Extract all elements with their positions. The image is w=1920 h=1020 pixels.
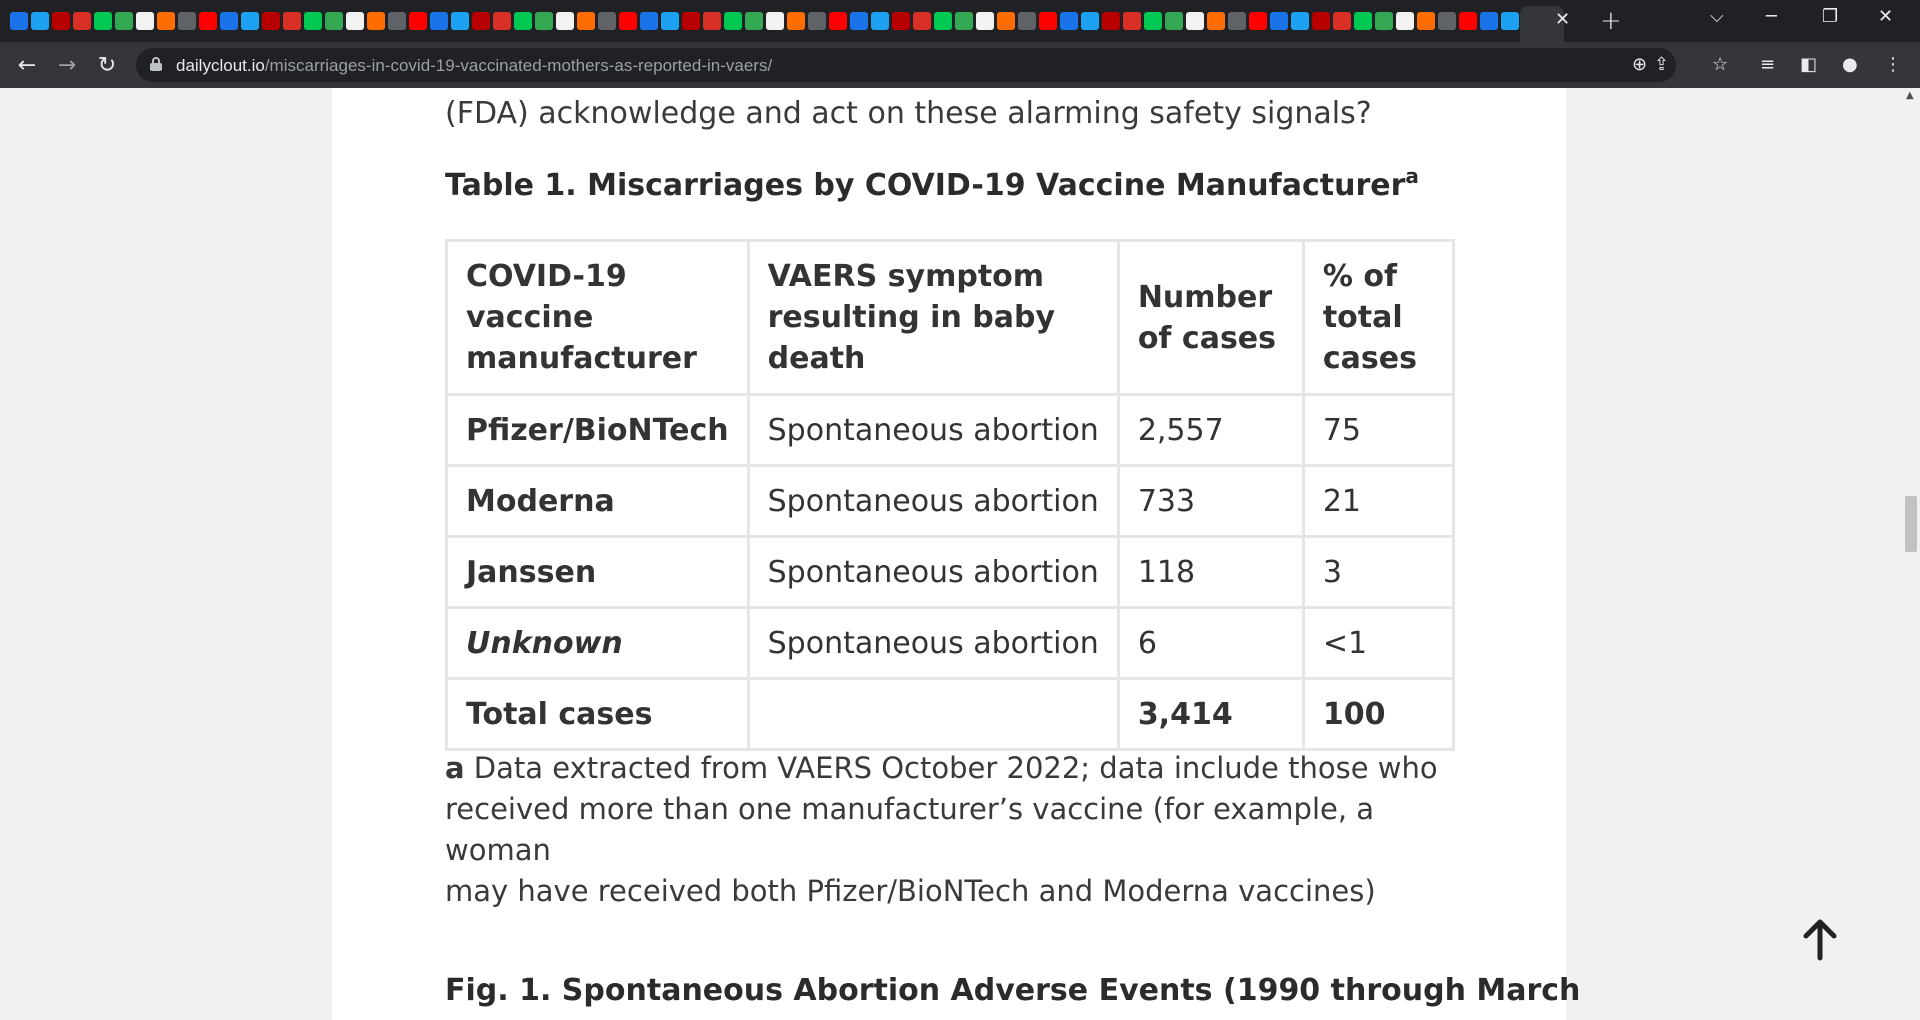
- header-line: manufacturer: [466, 341, 697, 376]
- table-row: [447, 537, 1454, 608]
- scroll-thumb[interactable]: [1905, 496, 1917, 552]
- cell-manufacturer: Moderna: [447, 466, 749, 537]
- side-panel-icon[interactable]: ◧: [1800, 54, 1818, 75]
- header-line: COVID-19: [466, 259, 627, 294]
- cell-percent: 3: [1303, 537, 1453, 608]
- tab-favicon-icon[interactable]: [157, 12, 175, 30]
- table-row: [447, 466, 1454, 537]
- tab-favicon-icon[interactable]: [1165, 12, 1183, 30]
- tab-favicon-icon[interactable]: [115, 12, 133, 30]
- tab-favicon-icon[interactable]: [1018, 12, 1036, 30]
- tab-favicon-icon[interactable]: [808, 12, 826, 30]
- tab-favicon-icon[interactable]: [430, 12, 448, 30]
- profile-icon[interactable]: ●: [1842, 54, 1858, 75]
- tab-favicon-icon[interactable]: [1354, 12, 1372, 30]
- tab-favicon-icon[interactable]: [829, 12, 847, 30]
- header-line: Number: [1137, 279, 1273, 315]
- cell-manufacturer: Janssen: [447, 537, 749, 608]
- header-symptom: [748, 241, 1118, 395]
- menu-icon[interactable]: ⋮: [1884, 54, 1902, 75]
- tab-favicon-icon[interactable]: [346, 12, 364, 30]
- bookmark-star-icon[interactable]: ☆: [1712, 54, 1729, 75]
- tab-favicon-icon[interactable]: [661, 12, 679, 30]
- tab-favicon-icon[interactable]: [1438, 12, 1456, 30]
- tab-favicon-icon[interactable]: [934, 12, 952, 30]
- cell-total-percent: 100: [1303, 679, 1453, 750]
- close-window-icon[interactable]: ✕: [1878, 6, 1894, 27]
- url-path: /miscarriages-in-covid-19-vaccinated-mothers-as-reported-in-vaers/: [264, 56, 773, 75]
- article-column: [332, 88, 1581, 1020]
- figure-title: Fig. 1. Spontaneous Abortion Adverse Events (1990 through March: [445, 973, 1581, 1008]
- new-tab-button[interactable]: +: [1600, 6, 1622, 36]
- tab-favicon-icon[interactable]: [577, 12, 595, 30]
- cell-number-of-cases: 6: [1118, 608, 1303, 679]
- cell-symptom: Spontaneous abortion: [748, 537, 1118, 608]
- tab-favicon-icon[interactable]: [514, 12, 532, 30]
- tab-favicon-icon[interactable]: [1102, 12, 1120, 30]
- tab-favicon-icon[interactable]: [682, 12, 700, 30]
- cell-percent: 21: [1303, 466, 1453, 537]
- cell-total-cases: 3,414: [1118, 679, 1303, 750]
- cell-number-of-cases: 733: [1118, 466, 1303, 537]
- footnote-marker: a: [445, 751, 465, 785]
- cell-symptom: Spontaneous abortion: [748, 466, 1118, 537]
- tab-favicon-icon[interactable]: [1270, 12, 1288, 30]
- tab-favicon-icon[interactable]: [724, 12, 742, 30]
- tab-favicon-icon[interactable]: [325, 12, 343, 30]
- footnote-line: received more than one manufacturer’s vaccine (for example, a woman: [445, 792, 1375, 867]
- cell-manufacturer: Pfizer/BioNTech: [447, 395, 749, 466]
- tab-favicon-icon[interactable]: [10, 12, 28, 30]
- tab-favicon-icon[interactable]: [976, 12, 994, 30]
- tab-favicon-icon[interactable]: [1081, 12, 1099, 30]
- header-manufacturer: [447, 241, 749, 395]
- cell-manufacturer: Unknown: [447, 608, 749, 679]
- cell-number-of-cases: 2,557: [1118, 395, 1303, 466]
- table-row: [447, 608, 1454, 679]
- tab-favicon-icon[interactable]: [997, 12, 1015, 30]
- table-title-footnote-marker: a: [1405, 164, 1419, 188]
- table-row: [447, 395, 1454, 466]
- scrollbar[interactable]: [1902, 88, 1920, 1020]
- back-to-top-arrow-icon[interactable]: [1800, 918, 1840, 962]
- tab-favicon-icon[interactable]: [472, 12, 490, 30]
- intro-paragraph: (FDA) acknowledge and act on these alarming safety signals?: [445, 96, 1372, 131]
- header-line: death: [767, 341, 866, 376]
- reload-icon[interactable]: ↻: [97, 52, 117, 78]
- tab-favicon-icon[interactable]: [1144, 12, 1162, 30]
- tab-favicon-icon[interactable]: [1375, 12, 1393, 30]
- forward-icon[interactable]: →: [57, 52, 77, 78]
- tab-favicon-icon[interactable]: [1186, 12, 1204, 30]
- tab-favicon-icon[interactable]: [493, 12, 511, 30]
- tab-favicon-icon[interactable]: [913, 12, 931, 30]
- tab-strip: [0, 0, 1920, 42]
- page-viewport: [0, 88, 1920, 1020]
- tab-close-icon[interactable]: ✕: [1555, 9, 1571, 30]
- tab-favicon-icon[interactable]: [409, 12, 427, 30]
- header-line: resulting in baby: [767, 300, 1055, 335]
- tab-favicon-icon[interactable]: [220, 12, 238, 30]
- tab-favicon-icon[interactable]: [31, 12, 49, 30]
- tab-favicon-icon[interactable]: [52, 12, 70, 30]
- table-header-row: [447, 241, 1454, 395]
- header-line: total: [1322, 300, 1403, 335]
- tab-favicon-icon[interactable]: [955, 12, 973, 30]
- tab-favicon-icon[interactable]: [1501, 12, 1519, 30]
- header-number-of-cases: [1118, 241, 1303, 395]
- header-line: of cases: [1137, 320, 1277, 356]
- tab-favicon-icon[interactable]: [619, 12, 637, 30]
- tab-favicon-icon[interactable]: [262, 12, 280, 30]
- header-line: cases: [1322, 341, 1417, 376]
- table-total-row: [447, 679, 1454, 750]
- table-title-text: Table 1. Miscarriages by COVID-19 Vaccine Manufacturer: [445, 168, 1406, 203]
- cell-number-of-cases: 118: [1118, 537, 1303, 608]
- cell-symptom: [748, 679, 1118, 750]
- table-footnote: [445, 748, 1475, 912]
- tab-favicon-icon[interactable]: [598, 12, 616, 30]
- tab-favicon-icon[interactable]: [892, 12, 910, 30]
- header-percent-of-total: [1303, 241, 1453, 395]
- tab-favicon-icon[interactable]: [136, 12, 154, 30]
- tab-favicon-icon[interactable]: [787, 12, 805, 30]
- tab-favicon-icon[interactable]: [367, 12, 385, 30]
- tab-favicon-icon[interactable]: [388, 12, 406, 30]
- tab-favicon-icon[interactable]: [1291, 12, 1309, 30]
- back-icon[interactable]: ←: [17, 52, 37, 78]
- tab-favicon-icon[interactable]: [1123, 12, 1141, 30]
- tab-favicon-icon[interactable]: [1249, 12, 1267, 30]
- table-title: [445, 164, 1419, 203]
- tab-favicon-icon[interactable]: [1333, 12, 1351, 30]
- tab-favicon-icon[interactable]: [745, 12, 763, 30]
- cell-total-label: Total cases: [447, 679, 749, 750]
- tab-favicon-icon[interactable]: [94, 12, 112, 30]
- tab-favicon-icon[interactable]: [199, 12, 217, 30]
- tab-favicon-icon[interactable]: [283, 12, 301, 30]
- tab-favicon-icon[interactable]: [1207, 12, 1225, 30]
- tab-favicon-icon[interactable]: [304, 12, 322, 30]
- footnote-line: Data extracted from VAERS October 2022; data include those who: [473, 751, 1438, 785]
- url-domain: dailyclout.io: [176, 56, 265, 75]
- address-bar[interactable]: [136, 48, 1676, 82]
- tab-favicon-icon[interactable]: [703, 12, 721, 30]
- tab-favicon-icon[interactable]: [766, 12, 784, 30]
- tab-favicon-icon[interactable]: [535, 12, 553, 30]
- footnote-line: may have received both Pfizer/BioNTech and Moderna vaccines): [445, 874, 1376, 908]
- tab-favicon-icon[interactable]: [1228, 12, 1246, 30]
- tab-favicon-icon[interactable]: [640, 12, 658, 30]
- zoom-icon[interactable]: ⊕: [1632, 54, 1648, 75]
- scroll-up-arrow-icon[interactable]: ▲: [1906, 90, 1914, 101]
- header-line: VAERS symptom: [767, 259, 1045, 294]
- tab-favicon-strip[interactable]: [10, 8, 1530, 34]
- tab-search-chevron-icon[interactable]: ⌵: [1710, 6, 1724, 27]
- tab-favicon-icon[interactable]: [1312, 12, 1330, 30]
- cell-symptom: Spontaneous abortion: [748, 608, 1118, 679]
- tab-favicon-icon[interactable]: [178, 12, 196, 30]
- miscarriage-table: [445, 239, 1455, 751]
- tab-favicon-icon[interactable]: [73, 12, 91, 30]
- tab-favicon-icon[interactable]: [871, 12, 889, 30]
- tab-favicon-icon[interactable]: [451, 12, 469, 30]
- restore-icon[interactable]: ❐: [1822, 6, 1839, 27]
- tab-favicon-icon[interactable]: [1417, 12, 1435, 30]
- tab-favicon-icon[interactable]: [850, 12, 868, 30]
- minimize-icon[interactable]: ─: [1766, 6, 1777, 27]
- share-icon[interactable]: ⇪: [1654, 54, 1670, 75]
- browser-toolbar: [0, 42, 1920, 88]
- tab-favicon-icon[interactable]: [1039, 12, 1057, 30]
- cell-symptom: Spontaneous abortion: [748, 395, 1118, 466]
- tab-favicon-icon[interactable]: [241, 12, 259, 30]
- header-line: vaccine: [466, 300, 594, 335]
- tab-favicon-icon[interactable]: [556, 12, 574, 30]
- tab-favicon-icon[interactable]: [1480, 12, 1498, 30]
- tab-favicon-icon[interactable]: [1459, 12, 1477, 30]
- lock-icon[interactable]: [150, 57, 162, 71]
- tab-favicon-icon[interactable]: [1396, 12, 1414, 30]
- reading-list-icon[interactable]: ≡: [1760, 54, 1776, 75]
- tab-favicon-icon[interactable]: [1060, 12, 1078, 30]
- cell-percent: <1: [1303, 608, 1453, 679]
- url-text[interactable]: [176, 56, 772, 76]
- header-line: % of: [1322, 259, 1398, 294]
- cell-percent: 75: [1303, 395, 1453, 466]
